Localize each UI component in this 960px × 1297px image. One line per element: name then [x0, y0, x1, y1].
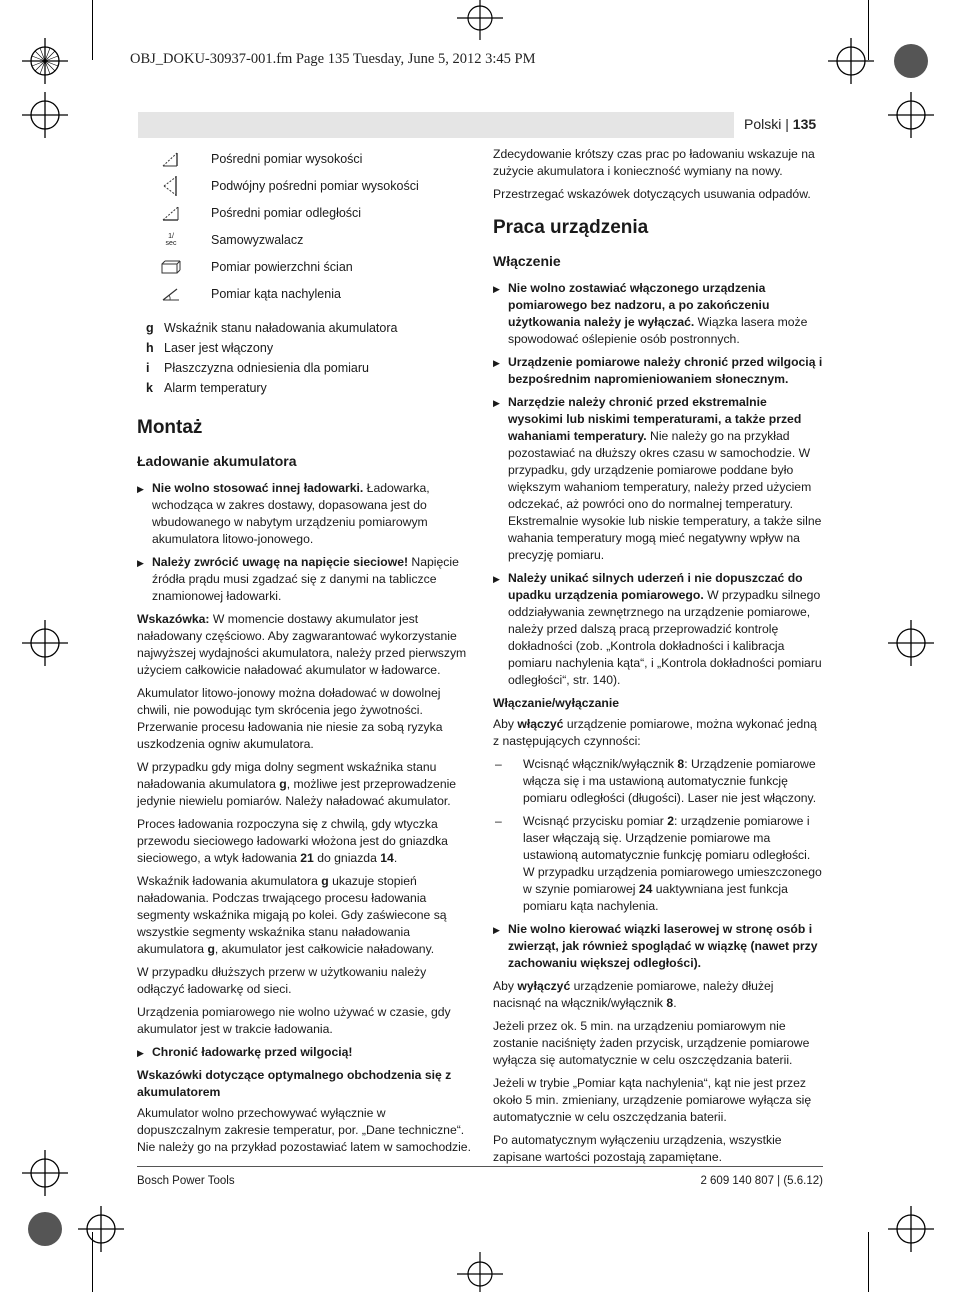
item-key: g	[146, 321, 154, 335]
heading-wskazowki: Wskazówki dotyczące optymalnego obchodzenia się z akumulatorem	[137, 1068, 452, 1099]
symbol-row	[160, 229, 303, 251]
registration-mark-bottom-center	[457, 1252, 503, 1297]
warning-bullet: ▶ Należy unikać silnych uderzeń i nie dopuszczać do upadku urządzenia pomiarowego. W przypadku silnego oddziaływania zewnętrznego na urządzenie pomiarowe, należy przed dalszą pracą przeprowadzić kontrolę dokładności (zob. „Kontrola dokładności i kalibracja pomiaru nachylenia kąta“, i „Kontrola dokładności pomiaru odległości“, str. 140).	[493, 570, 823, 689]
item-label: Alarm temperatury	[164, 381, 267, 395]
paragraph: Jeżeli przez ok. 5 min. na urządzeniu pomiarowym nie zostanie naciśnięty żaden przycisk, urządzenie pomiarowe wyłącza się automatycznie w celu oszczędzania baterii.	[493, 1019, 810, 1067]
warning-bullet: ▶ Nie wolno zostawiać włączonego urządzenia pomiarowego bez nadzoru, a po zakończeniu użytkowania należy je wyłączać. Wiązka lasera może spowodować oślepienie osób postronnych.	[493, 280, 823, 348]
item-key: h	[146, 341, 154, 355]
page-number: 135	[792, 116, 817, 132]
paragraph: W przypadku dłuższych przerw w użytkowaniu należy odłączyć ładowarkę od sieci.	[137, 965, 427, 996]
heading-wlaczanie-wylaczanie: Włączanie/wyłączanie	[493, 696, 619, 710]
symbol-row	[160, 202, 361, 224]
symbol-row	[160, 148, 362, 170]
item-key: k	[146, 381, 153, 395]
warning-bullet: ▶ Nie wolno stosować innej ładowarki. Ładowarka, wchodząca w zakres dostawy, dopasowana jest do wbudowanego w nabytym urządzeniu pomiarowym akumulatora litowo-jonowego.	[137, 480, 472, 548]
header-separator: |	[781, 116, 793, 132]
note-paragraph: Wskazówka: W momencie dostawy akumulator jest naładowany częściowo. Aby zagwarantować wykorzystanie najwyższej wydajności akumulatora, należy przed pierwszym użyciem całkowicie naładować akumulator w ładowarce.	[137, 612, 467, 677]
crop-mark-top-left	[92, 0, 93, 60]
registration-mark-upper-right	[888, 92, 934, 143]
paragraph: W przypadku gdy miga dolny segment wskaźnika stanu naładowania akumulatora g, możliwe jest przeprowadzenie jedynie niewielu pomiarów. Należy naładować akumulator.	[137, 760, 457, 808]
page-header	[744, 116, 816, 132]
paragraph: Po automatycznym wyłączeniu urządzenia, wszystkie zapisane wartości pozostają zapamiętane.	[493, 1133, 782, 1164]
paragraph: Przestrzegać wskazówek dotyczących usuwania odpadów.	[493, 187, 811, 201]
warning-bullet: ▶ Urządzenie pomiarowe należy chronić przed wilgocią i bezpośrednim napromieniowaniem słonecznym.	[493, 354, 823, 388]
warning-bullet: ▶ Chronić ładowarkę przed wilgocią!	[137, 1044, 472, 1061]
symbol-label: Pomiar kąta nachylenia	[211, 287, 341, 301]
warning-bullet: ▶ Narzędzie należy chronić przed ekstremalnie wysokimi lub niskimi temperaturami, a także przed wahaniami temperatury. Nie należy go na przykład pozostawiać na dłuższy okres czasu w samochodzie. W przypadku, gdy urządzenie pomiarowe poddane było większym wahaniom temperatury, należy przed użyciem odczekać, aż powróci ono do normalnej temperatury. Ekstremalnie wysokie lub niskie temperatury, a także silne wahania temperatury mogą mieć negatywny wpływ na precyzję pomiaru.	[493, 394, 823, 564]
symbol-label: Samowyzwalacz	[211, 233, 304, 247]
item-label: Laser jest włączony	[164, 341, 274, 355]
double-indirect-height-icon	[160, 177, 182, 195]
crop-mark-bottom-left	[92, 1232, 93, 1292]
paragraph: Urządzenia pomiarowego nie wolno używać w czasie, gdy akumulator jest w trakcie ładowania.	[137, 1005, 451, 1036]
color-mark-bottom-left	[22, 1206, 68, 1257]
symbol-label: Pośredni pomiar odległości	[211, 206, 362, 220]
symbol-row	[160, 175, 419, 197]
registration-mark-mid-left	[22, 620, 68, 671]
paragraph: Akumulator litowo-jonowy można doładować w dowolnej chwili, nie powodując tym skrócenia jego żywotności. Przerwanie procesu ładowania nie niesie za sobą ryzyka uszkodzenia ogniw akumulatora.	[137, 686, 443, 751]
item-label: Wskaźnik stanu naładowania akumulatora	[164, 321, 398, 335]
crop-mark-bottom-right	[868, 1232, 869, 1292]
print-slug: OBJ_DOKU-30937-001.fm Page 135 Tuesday, June 5, 2012 3:45 PM	[130, 51, 536, 67]
warning-bullet: ▶ Nie wolno kierować wiązki laserowej w stronę osób i zwierząt, jak również spoglądać w wiązkę (nawet przy zachowaniu większej odległości).	[493, 921, 823, 972]
indirect-height-icon	[160, 150, 182, 168]
right-column	[493, 146, 823, 1172]
heading-ladowanie: Ładowanie akumulatora	[137, 453, 297, 469]
wall-area-icon	[160, 258, 182, 276]
registration-mark-top-center	[457, 0, 503, 45]
paragraph: Proces ładowania rozpoczyna się z chwilą, gdy wtyczka przewodu sieciowego ładowarki włożona jest do gniazdka sieciowego, a wtyk ładowania 21 do gniazda 14.	[137, 817, 448, 865]
paragraph: Zdecydowanie krótszy czas prac po ładowaniu wskazuje na zużycie akumulatora i konieczność wymiany na nowy.	[493, 147, 815, 178]
registration-mark-top-left	[22, 38, 68, 89]
dash-item: – Wcisnąć włącznik/wyłącznik 8: Urządzenie pomiarowe włącza się i ma ustawioną automatycznie funkcję pomiaru odległości (długości). Laser nie jest włączony.	[493, 756, 823, 807]
list-item	[146, 321, 397, 335]
heading-wlaczenie: Włączenie	[493, 253, 561, 269]
slope-icon	[160, 285, 182, 303]
symbol-label: Pomiar powierzchni ścian	[211, 260, 353, 274]
registration-mark-bottom-right	[888, 1206, 934, 1257]
left-column	[137, 415, 472, 1162]
list-item	[146, 361, 369, 375]
paragraph: Aby wyłączyć urządzenie pomiarowe, należy dłużej nacisnąć na włącznik/wyłącznik 8.	[493, 979, 774, 1010]
list-item	[146, 381, 267, 395]
registration-mark-bottom-left	[22, 1150, 68, 1201]
header-language: Polski	[744, 116, 782, 132]
footer-right: 2 609 140 807 | (5.6.12)	[700, 1175, 823, 1187]
registration-mark-bottom-left-2	[78, 1206, 124, 1257]
paragraph: Jeżeli w trybie „Pomiar kąta nachylenia“, kąt nie jest przez około 5 min. zmieniany, urządzenie pomiarowe wyłącza się automatycznie w celu oszczędzania baterii.	[493, 1076, 812, 1124]
paragraph: Aby włączyć urządzenie pomiarowe, można wykonać jedną z następujących czynności:	[493, 717, 817, 748]
symbol-row	[160, 283, 341, 305]
page-header-bar	[138, 112, 803, 138]
registration-mark-mid-right	[888, 620, 934, 671]
timer-icon: 1/ sec	[165, 233, 177, 247]
color-mark-top-right	[888, 38, 934, 89]
crop-mark-top-right	[868, 0, 869, 60]
item-key: i	[146, 361, 150, 375]
registration-mark-upper-left	[22, 92, 68, 143]
list-item	[146, 341, 273, 355]
heading-montaz: Montaż	[137, 417, 203, 438]
symbol-label: Pośredni pomiar wysokości	[211, 152, 363, 166]
item-label: Płaszczyzna odniesienia dla pomiaru	[164, 361, 369, 375]
dash-item: – Wcisnąć przycisku pomiar 2: urządzenie pomiarowe i laser włączają się. Urządzenie pomiarowe ma ustawioną automatycznie funkcję pomiaru odległości. W przypadku urządzenia pomiarowego umieszczonego w szynie pomiarowej 24 uaktywniana jest funkcja pomiaru kąta nachylenia.	[493, 813, 823, 915]
footer-rule	[137, 1166, 823, 1167]
indirect-length-icon	[160, 204, 182, 222]
symbol-row	[160, 256, 353, 278]
paragraph: Akumulator wolno przechowywać wyłącznie w dopuszczalnym zakresie temperatur, por. „Dane techniczne“. Nie należy go na przykład pozostawiać latem w samochodzie.	[137, 1106, 471, 1154]
footer-left: Bosch Power Tools	[137, 1175, 235, 1187]
warning-bullet: ▶ Należy zwrócić uwagę na napięcie sieciowe! Napięcie źródła prądu musi zgadzać się z danymi na tabliczce znamionowej ładowarki.	[137, 554, 472, 605]
symbol-label: Podwójny pośredni pomiar wysokości	[211, 179, 419, 193]
paragraph: Wskaźnik ładowania akumulatora g ukazuje stopień naładowania. Podczas trwającego procesu ładowania segmenty wskaźnika migają po kolei. Gdy zaświecone są wszystkie segmenty wskaźnika stanu naładowania akumulatora g, akumulator jest całkowicie naładowany.	[137, 874, 447, 956]
heading-praca: Praca urządzenia	[493, 217, 649, 238]
